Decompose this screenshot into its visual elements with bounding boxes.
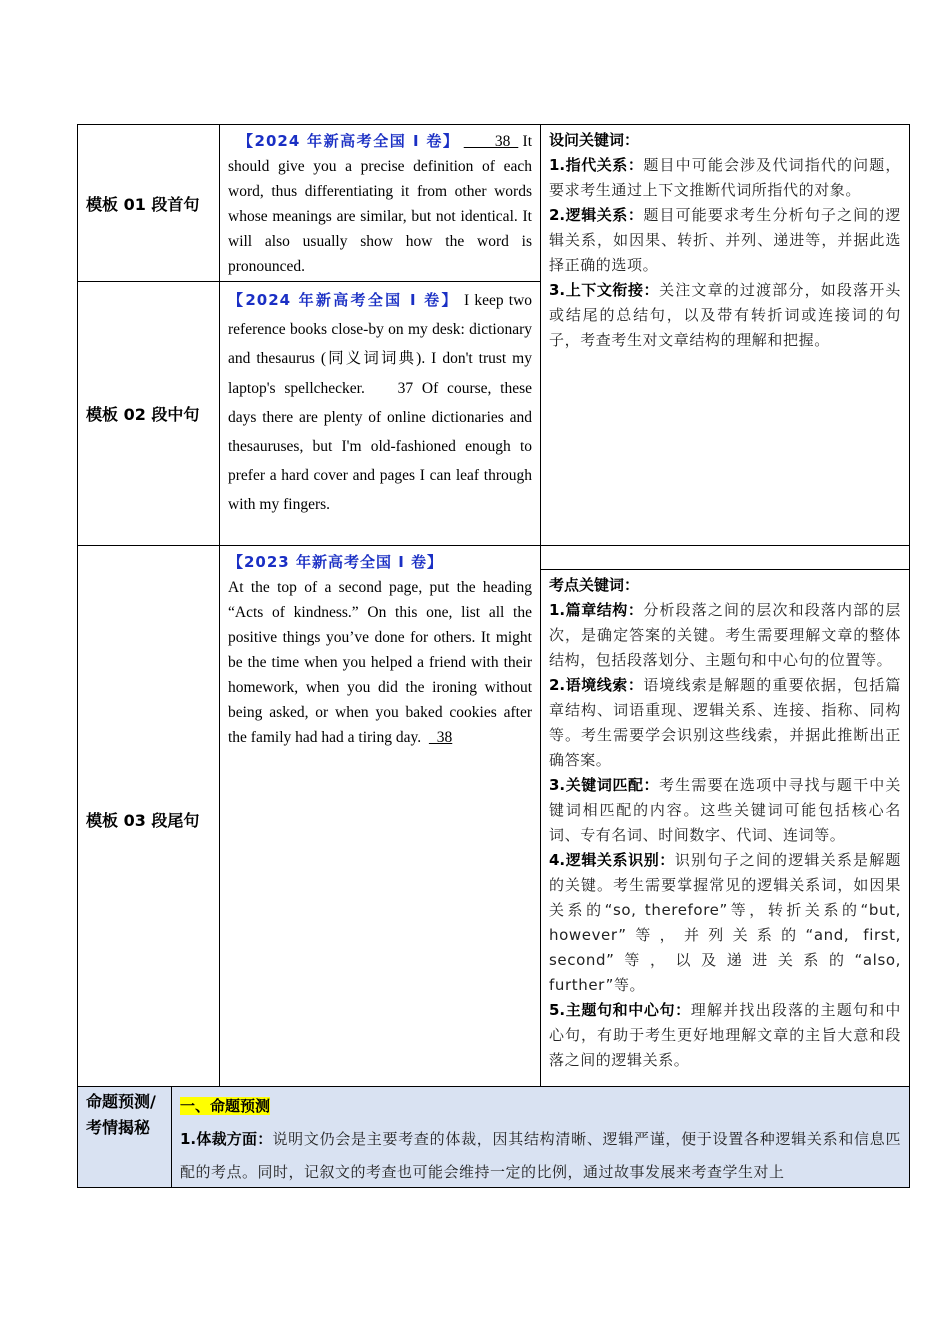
prediction-label: 命题预测/考情揭秘	[78, 1087, 172, 1188]
keyword-head: 5.主题句和中心句：	[549, 1001, 691, 1019]
example-passage	[220, 125, 541, 282]
keyword-body: 识别句子之间的逻辑关系是解题的关键。考生需要掌握常见的逻辑关系词，如因果关系的“so, therefore”等，转折关系的“but, however”等，并列关系的“and, first, second”等，以及递进关系的“also, further”等。	[549, 851, 902, 994]
question-keywords-title: 设问关键词：	[549, 131, 640, 149]
keyword-head: 3.上下文衔接：	[549, 281, 660, 299]
exam-source: 【2024 年新高考全国 I 卷】	[228, 291, 459, 309]
keyword-body: 题目可能要求考生分析句子之间的逻辑关系，如因果、转折、并列、递进等，并据此选择正确的选项。	[549, 206, 901, 274]
template-table	[77, 124, 910, 1093]
keyword-head: 1.指代关系：	[549, 156, 644, 174]
keyword-item	[549, 673, 901, 773]
question-keywords-cell	[541, 125, 910, 546]
keyword-item	[549, 153, 901, 203]
point-keywords-cell	[541, 570, 910, 1093]
exam-source: 【2024 年新高考全国 I 卷】	[238, 132, 460, 150]
passage-text: It should give you a precise definition of each word, thus differentiating it from other words whose meanings are similar, but not identical. It will also usually show how the word is pronounced.	[228, 133, 533, 275]
blank-number: 37	[397, 379, 414, 397]
keyword-body: 理解并找出段落的主题句和中心句，有助于考生更好地理解文章的主旨大意和段落之间的逻辑关系。	[549, 1001, 901, 1069]
keyword-item	[549, 203, 901, 278]
prediction-content	[172, 1087, 910, 1188]
keyword-item	[549, 773, 901, 848]
point-keywords-title: 考点关键词：	[549, 576, 640, 594]
passage-text: At the top of a second page, put the heading “Acts of kindness.” On this one, list all the positive things you’ve done for others. It might be the time when you helped a friend with their homework, when you did the ironing without being asked, or when you baked cookies after the family had had a tiring day.	[228, 579, 532, 746]
keyword-body: 关注文章的过渡部分，如段落开头或结尾的总结句，以及带有转折词或连接词的句子，考查考生对文章结构的理解和把握。	[549, 281, 901, 349]
keyword-item	[549, 598, 901, 673]
keyword-item	[549, 998, 901, 1073]
prediction-row	[78, 1087, 910, 1188]
keyword-item	[549, 848, 901, 998]
keyword-head: 1.篇章结构：	[549, 601, 644, 619]
keyword-body: 语境线索是解题的重要依据，包括篇章结构、词语重现、逻辑关系、连接、指称、同构等。考生需要学会识别这些线索，并据此推断出正确答案。	[549, 676, 901, 769]
exam-source: 【2023 年新高考全国 I 卷】	[228, 553, 443, 571]
item-body: 说明文仍会是主要考查的体裁，因其结构清晰、逻辑严谨，便于设置各种逻辑关系和信息匹配的考点。同时，记叙文的考查也可能会维持一定的比例，通过故事发展来考查学生对上	[180, 1130, 901, 1181]
blank-number: ____38_	[463, 133, 519, 150]
template-label: 模板 01 段首句	[78, 125, 220, 282]
spacer-cell	[541, 546, 910, 570]
keyword-body: 考生需要在选项中寻找与题干中关键词相匹配的内容。这些关键词可能包括核心名词、专有名词、时间数字、代词、连词等。	[549, 776, 901, 844]
item-head: 1.体裁方面：	[180, 1130, 273, 1148]
keyword-head: 4.逻辑关系识别：	[549, 851, 675, 869]
passage-text: Of course, these days there are plenty of online dictionaries and thesauruses, but I'm old-fashioned enough to prefer a hard cover and pages I can leaf through with my fingers.	[228, 379, 533, 514]
keyword-head: 3.关键词匹配：	[549, 776, 660, 794]
keyword-body: 分析段落之间的层次和段落内部的层次，是确定答案的关键。考生需要理解文章的整体结构，包括段落划分、主题句和中心句的位置等。	[549, 601, 901, 669]
keyword-head: 2.逻辑关系：	[549, 206, 644, 224]
keyword-body: 题目中可能会涉及代词指代的问题，要求考生通过上下文推断代词所指代的对象。	[549, 156, 901, 199]
blank-number: _38	[429, 729, 453, 746]
prediction-clip	[180, 1090, 901, 1187]
template-row-03-top	[78, 546, 910, 570]
section-title: 一、命题预测	[180, 1097, 271, 1115]
example-passage	[220, 546, 541, 1093]
keyword-item	[549, 278, 901, 353]
example-passage	[220, 282, 541, 546]
passage-text: I keep two reference books close-by on my desk: dictionary and thesaurus (同义词词典). I don't trust my laptop's spellchecker.	[228, 292, 533, 397]
template-label: 模板 02 段中句	[78, 282, 220, 546]
template-row-01	[78, 125, 910, 282]
prediction-table	[77, 1086, 910, 1188]
keyword-head: 2.语境线索：	[549, 676, 644, 694]
template-label: 模板 03 段尾句	[78, 546, 220, 1093]
